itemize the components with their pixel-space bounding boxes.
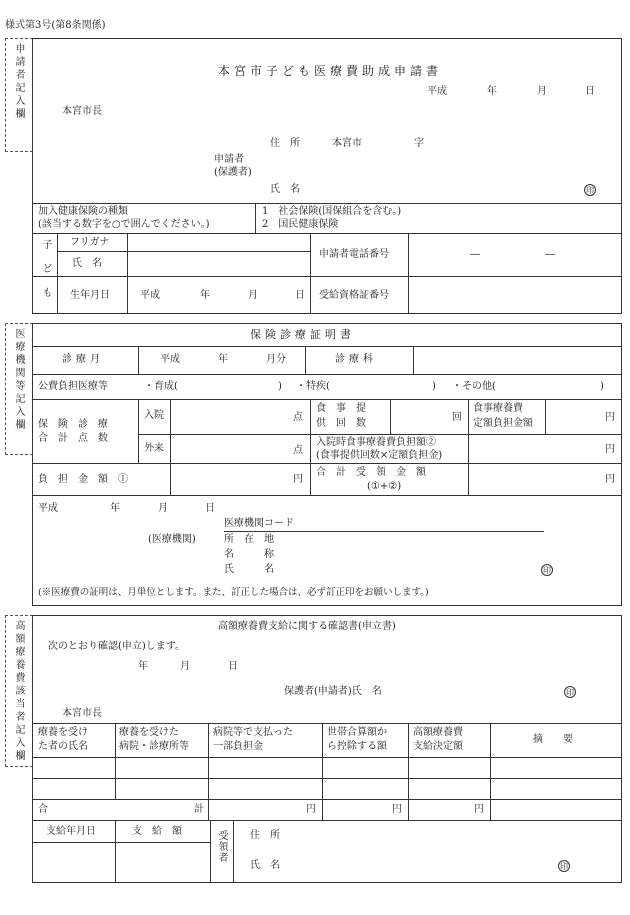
- total-row-left: 合: [38, 804, 48, 815]
- public-option-ikusei[interactable]: ・育成(: [144, 381, 178, 392]
- col-copay-2: 一部負担金: [213, 741, 263, 752]
- recipient-address-label: 住 所: [250, 830, 280, 841]
- outpatient-label: 外来: [144, 443, 164, 454]
- meal-count-unit: 回: [452, 412, 462, 423]
- col-household-1: 世帯合算額か: [327, 727, 387, 738]
- col-remarks: 摘 要: [533, 734, 573, 745]
- institution-seal-icon: 印: [543, 566, 551, 575]
- inpatient-meal-yen: 円: [605, 444, 615, 455]
- application-title: 本宮市子ども医療費助成申請書: [218, 64, 443, 78]
- insurance-option-national[interactable]: 2 国民健康保険: [262, 219, 339, 230]
- high-cost-month: 月: [180, 661, 190, 672]
- cert-year: 年: [110, 503, 120, 514]
- department-label: 診療科: [335, 354, 377, 365]
- applicant-label: 申請者: [214, 154, 244, 165]
- recipient-seal-icon: 印: [560, 862, 568, 871]
- mayor-addressee: 本宮市長: [62, 106, 102, 117]
- treatment-month-label: 診療月: [62, 354, 104, 365]
- medical-note: (※医療費の証明は、月単位とします。また、訂正した場合は、必ず訂正印をお願いします。): [38, 587, 429, 598]
- high-cost-side-frame: [5, 615, 33, 767]
- certificate-number-label: 受給資格証番号: [319, 290, 389, 301]
- col-decided-2: 支給決定額: [413, 741, 463, 752]
- public-close-2: ): [432, 381, 436, 392]
- medical-cert-title: 保険診療証明書: [250, 328, 355, 341]
- applicant-seal-icon: 印: [586, 186, 594, 195]
- treatment-month-unit: 月分: [266, 354, 286, 365]
- burden-amount-yen: 円: [293, 474, 303, 485]
- total-received-yen: 円: [605, 474, 615, 485]
- public-expense-label: 公費負担医療等: [38, 381, 108, 392]
- total-received-label-1: 合 計 受 領 金 額: [316, 467, 426, 478]
- application-day: 日: [585, 86, 595, 97]
- inpatient-meal-label-2: (食事提供回数×定額負担金): [316, 450, 443, 461]
- treatment-era: 平成: [160, 354, 180, 365]
- meal-fee-label-2: 定額負担金額: [473, 418, 533, 429]
- institution-address-label: 所 在 地: [224, 534, 274, 545]
- furigana-label: フリガナ: [70, 237, 110, 248]
- guardian-seal-icon: 印: [566, 688, 574, 697]
- col-patient-name-1: 療養を受け: [38, 727, 88, 738]
- total-received-label-2: (①+②): [367, 481, 402, 492]
- high-cost-side-label: 高額療養費該当者記入欄: [13, 620, 24, 763]
- col-hospital-2: 病院・診療所等: [119, 741, 189, 752]
- cert-day: 日: [205, 503, 215, 514]
- birth-day: 日: [295, 290, 305, 301]
- institution-label: (医療機関): [148, 534, 196, 545]
- total-household-yen: 円: [392, 804, 402, 815]
- payment-amount-label: 支 給 額: [132, 826, 182, 837]
- insurance-type-label: 加入健康保険の種類: [38, 206, 128, 217]
- total-decided-yen: 円: [474, 804, 484, 815]
- child-label: 子ども: [40, 239, 51, 311]
- medical-side-frame: [5, 323, 33, 455]
- meal-count-label-1: 食 事 提: [316, 403, 366, 414]
- guardian-name-label: 保護者(申請者)氏 名: [284, 686, 382, 697]
- col-copay-1: 病院等で支払った: [213, 727, 293, 738]
- high-cost-title: 高額療養費支給に関する確認書(申立書): [218, 621, 396, 632]
- child-name-label: 氏 名: [72, 258, 102, 269]
- payment-date-label: 支給年月日: [46, 826, 96, 837]
- applicant-form: [32, 38, 622, 314]
- meal-fee-label-1: 食事療養費: [473, 403, 523, 414]
- inpatient-label: 入院: [144, 410, 164, 421]
- medical-form: [32, 323, 622, 606]
- application-month: 月: [537, 86, 547, 97]
- address-label: 住 所: [270, 138, 300, 149]
- phone-label: 申請者電話番号: [319, 249, 389, 260]
- birth-date-label: 生年月日: [70, 290, 110, 301]
- applicant-side-frame: [5, 38, 33, 152]
- insurance-points-label-1: 保 険 診 療: [38, 419, 108, 430]
- col-patient-name-2: た者の氏名: [38, 741, 88, 752]
- meal-count-label-2: 供 回 数: [316, 418, 366, 429]
- address-aza: 字: [414, 138, 424, 149]
- col-hospital-1: 療養を受けた: [119, 727, 179, 738]
- recipient-name-label: 氏 名: [250, 860, 280, 871]
- total-copay-yen: 円: [306, 804, 316, 815]
- insurance-option-social[interactable]: 1 社会保険(国保組合を含む。): [262, 206, 402, 217]
- form-number: 様式第3号(第8条関係): [5, 20, 106, 31]
- birth-era: 平成: [140, 290, 160, 301]
- phone-dash-2: ―: [545, 249, 555, 260]
- outpatient-point-unit: 点: [293, 445, 303, 456]
- meal-fee-yen: 円: [605, 412, 615, 423]
- col-decided-1: 高額療養費: [413, 727, 463, 738]
- medical-side-label: 医療機関等記入欄: [13, 328, 24, 432]
- col-household-2: ら控除する額: [327, 741, 387, 752]
- inpatient-meal-label-1: 入院時食事療養費負担額②: [316, 437, 436, 448]
- inpatient-point-unit: 点: [293, 412, 303, 423]
- public-close-3: ): [600, 381, 604, 392]
- phone-dash-1: ―: [470, 249, 480, 260]
- cert-era: 平成: [38, 503, 58, 514]
- public-close-1: ): [278, 381, 282, 392]
- applicant-name-label: 氏 名: [270, 184, 300, 195]
- birth-year: 年: [200, 290, 210, 301]
- insurance-points-label-2: 合 計 点 数: [38, 433, 108, 444]
- high-cost-year: 年: [138, 661, 148, 672]
- applicant-side-label: 申請者記入欄: [13, 43, 24, 121]
- application-era: 平成: [427, 86, 447, 97]
- institution-code-label: 医療機関コード: [224, 518, 294, 529]
- treatment-year: 年: [218, 354, 228, 365]
- cert-month: 月: [158, 503, 168, 514]
- birth-month: 月: [248, 290, 258, 301]
- high-cost-mayor: 本宮市長: [62, 708, 102, 719]
- high-cost-intro: 次のとおり確認(申立)します。: [48, 641, 186, 652]
- public-option-tokushitsu[interactable]: ・特疾(: [296, 381, 330, 392]
- insurance-note: (該当する数字を○で囲んでください。): [38, 219, 210, 230]
- burden-amount-label: 負 担 金 額 ①: [38, 474, 128, 485]
- doctor-name-label: 氏 名: [224, 564, 274, 575]
- total-row-right: 計: [194, 804, 204, 815]
- application-year: 年: [487, 86, 497, 97]
- guardian-label: (保護者): [214, 167, 252, 178]
- recipient-label: 受領者: [216, 830, 227, 863]
- public-option-other[interactable]: ・その他(: [452, 381, 496, 392]
- high-cost-day: 日: [228, 661, 238, 672]
- institution-name-label: 名 称: [224, 549, 274, 560]
- address-city: 本宮市: [332, 138, 362, 149]
